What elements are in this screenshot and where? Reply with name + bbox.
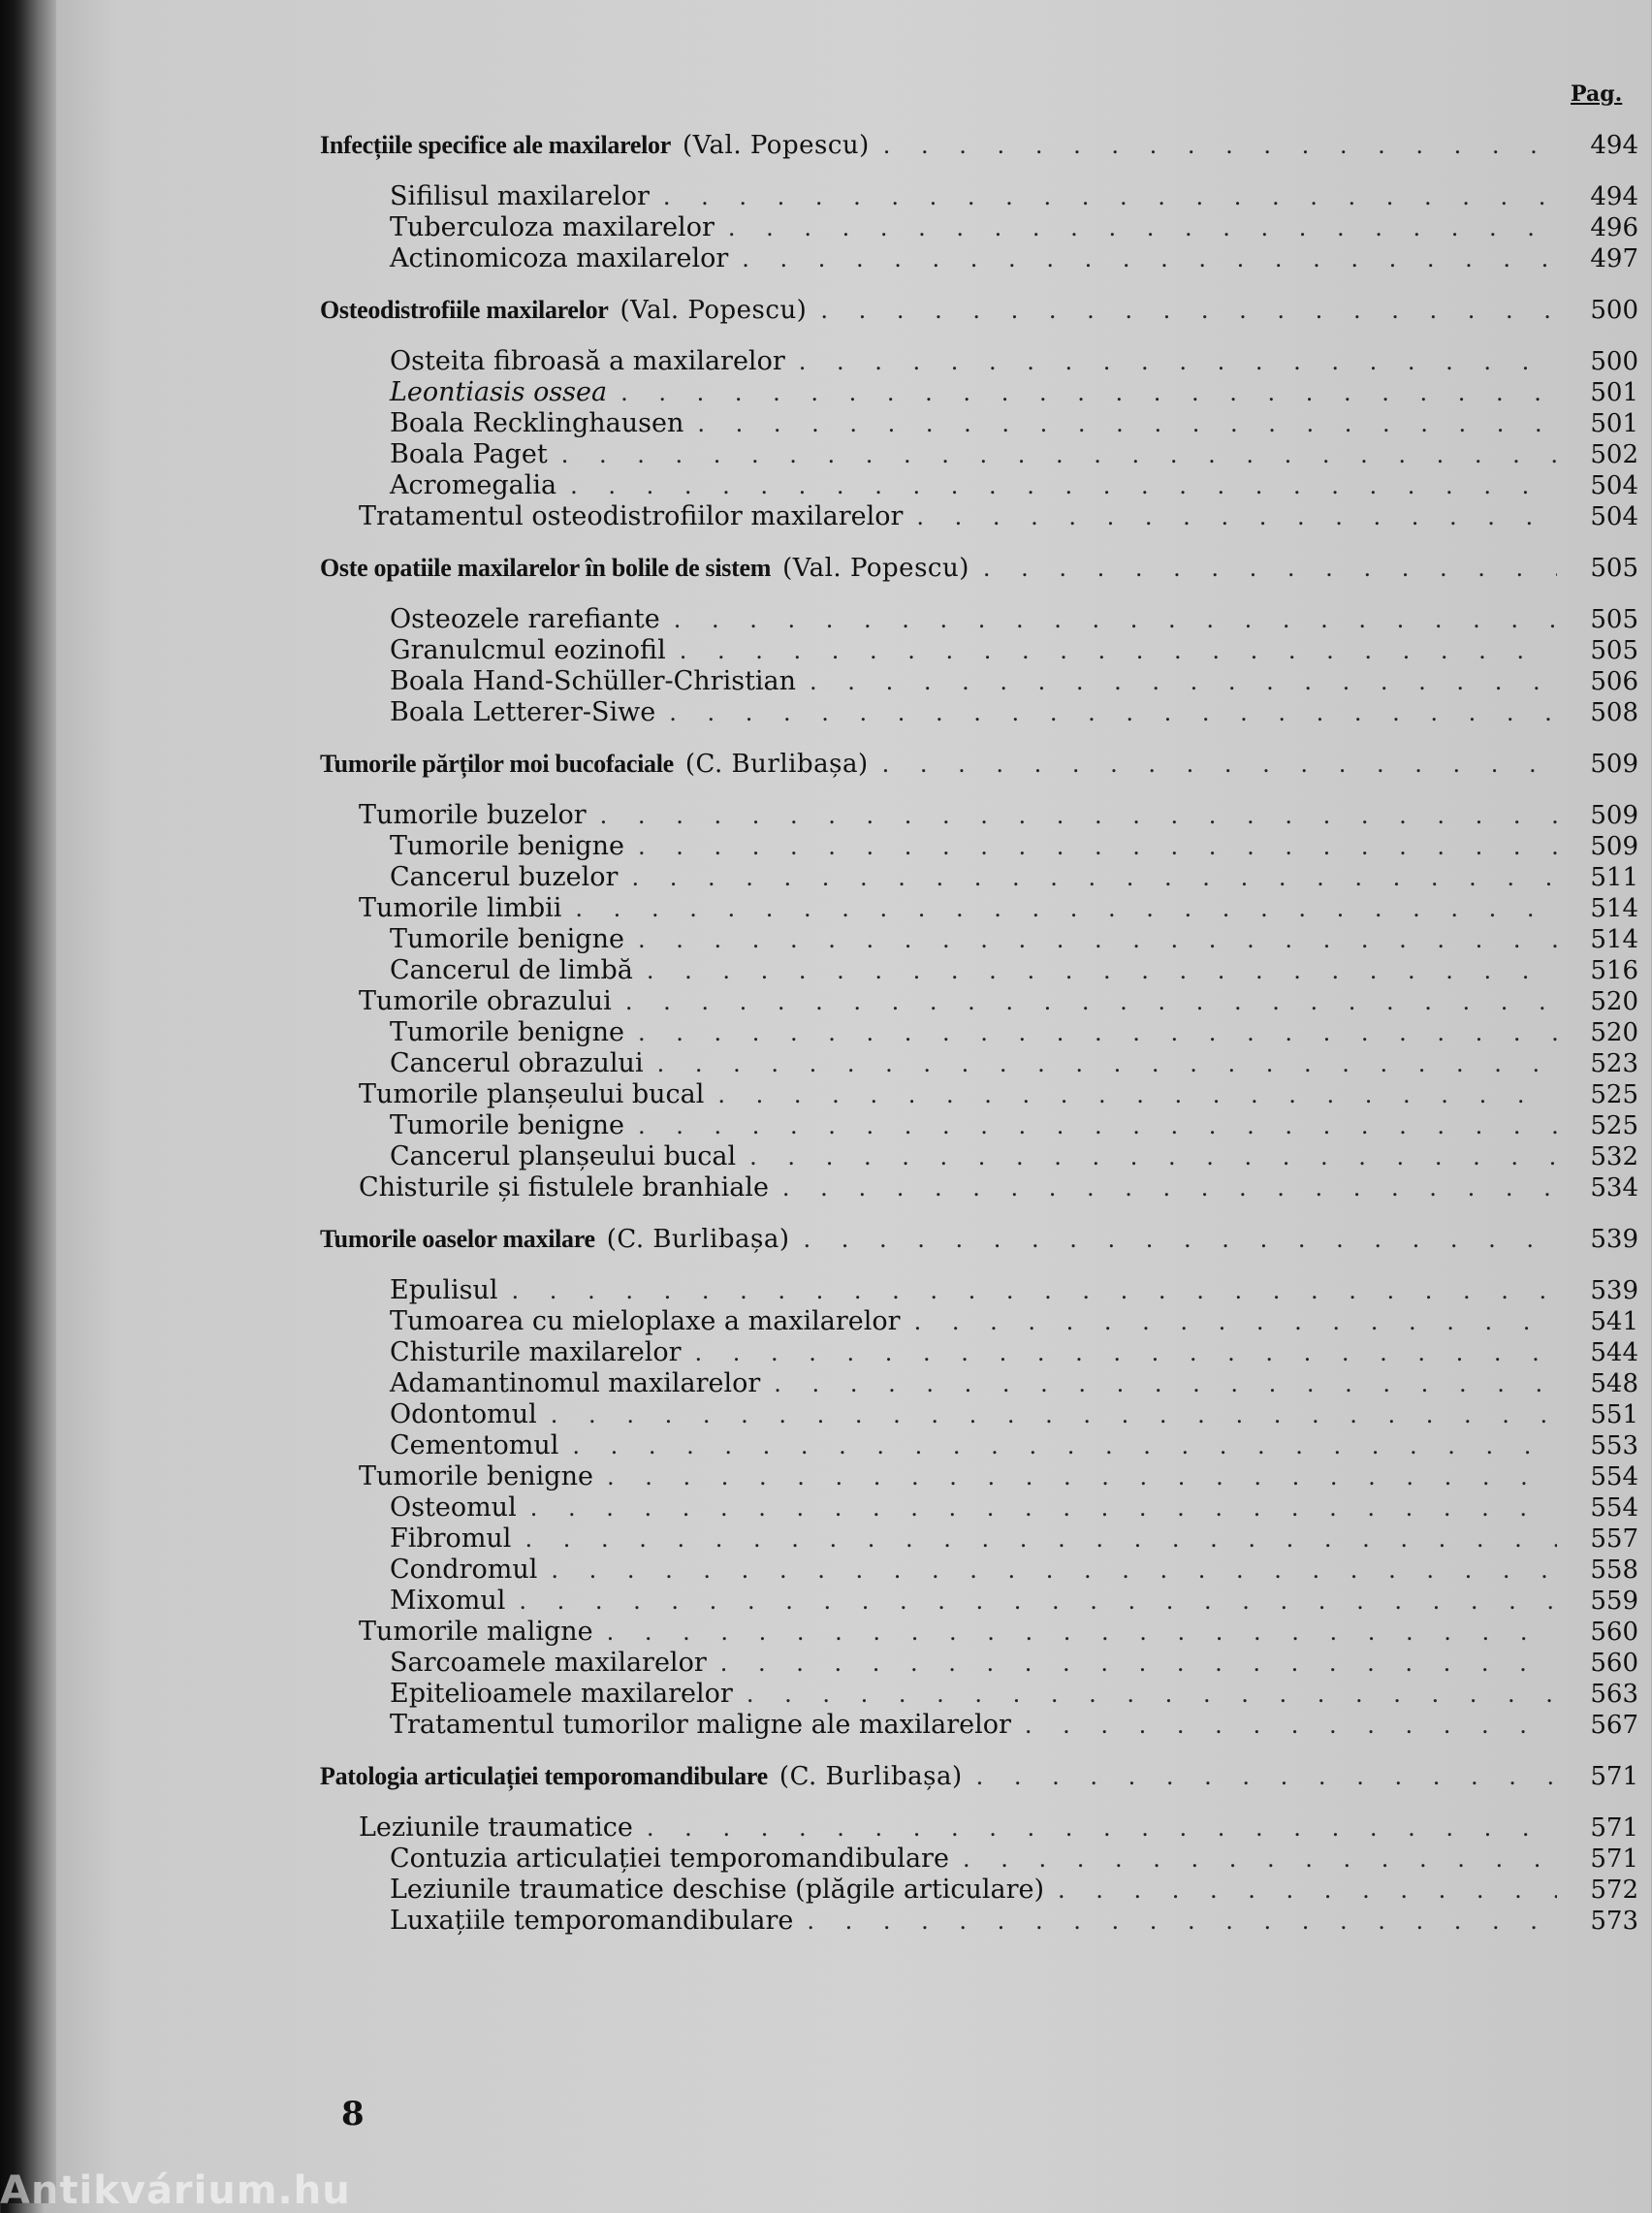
entry-page-number: 558	[1590, 1556, 1638, 1585]
entry-page-number: 553	[1590, 1431, 1638, 1460]
dot-leader	[807, 1906, 1557, 1937]
dot-leader	[914, 1306, 1557, 1337]
toc-section-heading	[320, 1762, 1638, 1791]
section-title: Patologia articulației temporomandibulare	[320, 1762, 768, 1790]
dot-leader	[728, 212, 1557, 243]
entry-label: Adamantinomul maxilarelor	[390, 1368, 761, 1398]
entry-page-number: 573	[1590, 1907, 1638, 1936]
toc-entry	[320, 1275, 1638, 1306]
entry-page-number: 559	[1590, 1587, 1638, 1616]
entry-label: Tumorile limbii	[359, 893, 562, 923]
entry-label: Leontiasis ossea	[390, 377, 608, 407]
dot-leader	[647, 1812, 1557, 1844]
toc-entry	[320, 1875, 1638, 1906]
section-page-number: 571	[1590, 1762, 1638, 1791]
section-title: Tumorile oaselor maxilare	[320, 1225, 595, 1253]
entry-label: Epulisul	[390, 1275, 498, 1305]
entry-label: Cementomul	[390, 1430, 559, 1460]
dot-leader	[570, 470, 1557, 501]
dot-leader	[782, 1172, 1557, 1203]
entry-label: Tumoarea cu mieloplaxe a maxilarelor	[390, 1306, 901, 1336]
section-author: (C. Burlibașa)	[778, 1762, 963, 1791]
dot-leader	[638, 1110, 1557, 1141]
entry-label: Mixomul	[390, 1586, 506, 1616]
toc-section	[320, 296, 1638, 532]
section-author: (Val. Popescu)	[620, 296, 808, 325]
entry-page-number: 571	[1590, 1844, 1638, 1874]
dot-leader	[695, 1337, 1558, 1368]
toc-entry	[320, 862, 1638, 893]
dot-leader	[720, 1648, 1557, 1679]
dot-leader	[625, 986, 1557, 1017]
page-column-label: Pag.	[1571, 81, 1623, 107]
toc-entry	[320, 1710, 1638, 1741]
entry-page-number: 505	[1590, 605, 1638, 634]
dot-leader	[575, 893, 1557, 924]
entry-label: Tumorile buzelor	[359, 800, 587, 830]
entry-label: Cancerul obrazului	[390, 1048, 644, 1078]
entry-label: Leziunile traumatice	[359, 1812, 633, 1843]
entry-page-number: 505	[1590, 636, 1638, 665]
toc-section-heading	[320, 750, 1638, 779]
dot-leader	[976, 1763, 1557, 1790]
toc-entry	[320, 1555, 1638, 1586]
entry-label: Cancerul buzelor	[390, 862, 619, 892]
toc-section	[320, 1225, 1638, 1741]
toc-entry	[320, 1141, 1638, 1172]
dot-leader	[1025, 1710, 1557, 1741]
entry-page-number: 523	[1590, 1049, 1638, 1078]
section-title: Tumorile părților moi bucofaciale	[320, 750, 674, 778]
toc-entry	[320, 1110, 1638, 1141]
entry-label: Osteita fibroasă a maxilarelor	[390, 346, 785, 376]
dot-leader	[551, 1555, 1557, 1586]
section-page-number: 505	[1590, 554, 1638, 583]
toc-section-heading	[320, 1225, 1638, 1254]
entry-label: Tumorile benigne	[390, 924, 624, 954]
dot-leader	[657, 1048, 1557, 1079]
toc-section	[320, 750, 1638, 1203]
entry-label: Actinomicoza maxilarelor	[390, 243, 729, 273]
entry-label: Osteozele rarefiante	[390, 604, 660, 634]
toc-entry	[320, 1172, 1638, 1203]
toc-entry	[320, 955, 1638, 986]
entry-page-number: 494	[1590, 182, 1638, 211]
dot-leader	[799, 346, 1557, 377]
entry-page-number: 511	[1590, 863, 1638, 892]
entry-page-number: 571	[1590, 1813, 1638, 1843]
toc-entry	[320, 635, 1638, 666]
toc-entry	[320, 1399, 1638, 1430]
toc-entry	[320, 243, 1638, 274]
section-title: Infecțiile specifice ale maxilarelor	[320, 131, 671, 159]
toc-entry	[320, 439, 1638, 470]
entry-page-number: 520	[1590, 987, 1638, 1016]
dot-leader	[561, 439, 1557, 470]
dot-leader	[680, 635, 1557, 666]
entry-label: Tratamentul osteodistrofiilor maxilarelor	[359, 501, 904, 531]
entry-label: Tumorile planșeului bucal	[359, 1079, 705, 1109]
toc-section	[320, 131, 1638, 274]
entry-page-number: 516	[1590, 956, 1638, 985]
toc-entry	[320, 666, 1638, 697]
toc-entry	[320, 893, 1638, 924]
dot-leader	[749, 1141, 1557, 1172]
toc-section	[320, 1762, 1638, 1937]
dot-leader	[717, 1079, 1557, 1110]
dot-leader	[820, 297, 1557, 324]
dot-leader	[620, 377, 1557, 408]
dot-leader	[697, 408, 1557, 439]
entry-page-number: 525	[1590, 1080, 1638, 1109]
entry-page-number: 544	[1590, 1338, 1638, 1367]
toc-entry	[320, 604, 1638, 635]
toc-section-heading	[320, 554, 1638, 583]
entry-page-number: 509	[1590, 832, 1638, 861]
entry-label: Osteomul	[390, 1492, 517, 1523]
toc-entry	[320, 1844, 1638, 1875]
section-page-number: 539	[1590, 1225, 1638, 1254]
section-page-number: 494	[1590, 131, 1638, 160]
entry-label: Epitelioamele maxilarelor	[390, 1679, 733, 1709]
entry-page-number: 560	[1590, 1649, 1638, 1678]
entry-label: Cancerul planșeului bucal	[390, 1141, 737, 1171]
section-author: (C. Burlibașa)	[684, 750, 869, 779]
dot-leader	[631, 862, 1557, 893]
entry-page-number: 554	[1590, 1462, 1638, 1491]
entry-label: Granulcmul eozinofil	[390, 635, 666, 665]
dot-leader	[669, 697, 1557, 728]
dot-leader	[663, 181, 1557, 212]
entry-page-number: 500	[1590, 347, 1638, 376]
section-page-number: 500	[1590, 296, 1638, 325]
dot-leader	[519, 1586, 1557, 1617]
toc-entry	[320, 986, 1638, 1017]
entry-label: Chisturile și fistulele branhiale	[359, 1172, 769, 1203]
entry-label: Boala Recklinghausen	[390, 408, 684, 438]
toc-entry	[320, 1492, 1638, 1523]
toc-entry	[320, 1648, 1638, 1679]
toc-entry	[320, 1368, 1638, 1399]
dot-leader	[647, 955, 1557, 986]
toc-entry	[320, 1461, 1638, 1492]
toc-entry	[320, 1679, 1638, 1710]
dot-leader	[916, 501, 1557, 532]
dot-leader	[600, 800, 1557, 831]
entry-label: Odontomul	[390, 1399, 537, 1429]
toc-entry	[320, 1079, 1638, 1110]
toc-entry	[320, 1048, 1638, 1079]
toc-entry	[320, 470, 1638, 501]
section-page-number: 509	[1590, 750, 1638, 779]
entry-label: Tumorile benigne	[390, 1017, 624, 1047]
dot-leader	[803, 1226, 1557, 1253]
toc-entry	[320, 831, 1638, 862]
entry-page-number: 539	[1590, 1276, 1638, 1305]
dot-leader	[524, 1523, 1557, 1555]
entry-label: Luxațiile temporomandibulare	[390, 1906, 794, 1936]
entry-label: Sarcoamele maxilarelor	[390, 1648, 707, 1678]
toc-entry	[320, 212, 1638, 243]
entry-page-number: 541	[1590, 1307, 1638, 1336]
toc-entry	[320, 800, 1638, 831]
toc-section	[320, 554, 1638, 728]
dot-leader	[572, 1430, 1557, 1461]
toc-entry	[320, 408, 1638, 439]
dot-leader	[551, 1399, 1557, 1430]
toc-entry	[320, 1430, 1638, 1461]
toc-entry	[320, 181, 1638, 212]
dot-leader	[1058, 1875, 1557, 1906]
entry-page-number: 514	[1590, 894, 1638, 923]
toc-section-heading	[320, 296, 1638, 325]
entry-page-number: 532	[1590, 1142, 1638, 1171]
dot-leader	[512, 1275, 1557, 1306]
section-author: (C. Burlibașa)	[606, 1225, 790, 1254]
entry-label: Tratamentul tumorilor maligne ale maxilarelor	[390, 1710, 1011, 1740]
entry-label: Tumorile benigne	[359, 1461, 593, 1491]
dot-leader	[883, 132, 1557, 159]
entry-label: Boala Hand-Schüller-Christian	[390, 666, 797, 696]
toc-section-heading	[320, 131, 1638, 160]
entry-label: Tumorile obrazului	[359, 986, 612, 1016]
entry-page-number: 572	[1590, 1876, 1638, 1905]
entry-label: Boala Paget	[390, 439, 548, 469]
toc-entry	[320, 1337, 1638, 1368]
entry-label: Sifilisul maxilarelor	[390, 181, 650, 211]
entry-page-number: 534	[1590, 1173, 1638, 1203]
toc-entry	[320, 1017, 1638, 1048]
toc-entry	[320, 924, 1638, 955]
dot-leader	[774, 1368, 1557, 1399]
entry-page-number: 554	[1590, 1493, 1638, 1523]
toc-entry	[320, 1586, 1638, 1617]
entry-label: Fibromul	[390, 1523, 512, 1554]
entry-label: Tuberculoza maxilarelor	[390, 212, 715, 242]
table-of-contents	[320, 131, 1638, 1958]
entry-page-number: 506	[1590, 667, 1638, 696]
entry-page-number: 497	[1590, 244, 1638, 273]
toc-entry	[320, 377, 1638, 408]
dot-leader	[882, 751, 1557, 778]
toc-entry	[320, 1812, 1638, 1844]
section-title: Oste opatiile maxilarelor în bolile de sistem	[320, 554, 772, 582]
entry-label: Tumorile maligne	[359, 1617, 593, 1647]
entry-label: Chisturile maxilarelor	[390, 1337, 682, 1367]
section-author: (Val. Popescu)	[682, 131, 870, 160]
section-title: Osteodistrofiile maxilarelor	[320, 296, 609, 324]
entry-page-number: 501	[1590, 378, 1638, 407]
entry-page-number: 551	[1590, 1400, 1638, 1429]
entry-page-number: 496	[1590, 213, 1638, 242]
entry-label: Condromul	[390, 1555, 538, 1585]
toc-entry	[320, 1306, 1638, 1337]
dot-leader	[674, 604, 1557, 635]
entry-page-number: 509	[1590, 801, 1638, 830]
toc-entry	[320, 501, 1638, 532]
entry-label: Leziunile traumatice deschise (plăgile articulare)	[390, 1875, 1044, 1905]
toc-entry	[320, 697, 1638, 728]
dot-leader	[607, 1617, 1557, 1648]
entry-label: Contuzia articulației temporomandibulare	[390, 1844, 949, 1874]
entry-page-number: 504	[1590, 471, 1638, 500]
dot-leader	[638, 924, 1557, 955]
page-number: 8	[341, 2095, 365, 2133]
toc-entry	[320, 1906, 1638, 1937]
entry-page-number: 508	[1590, 698, 1638, 727]
entry-page-number: 504	[1590, 502, 1638, 531]
dot-leader	[530, 1492, 1557, 1523]
dot-leader	[638, 1017, 1557, 1048]
book-spine-shadow	[0, 0, 56, 2203]
watermark: Antikvárium.hu	[0, 2168, 351, 2213]
entry-page-number: 514	[1590, 925, 1638, 954]
entry-page-number: 567	[1590, 1711, 1638, 1740]
entry-page-number: 502	[1590, 440, 1638, 469]
entry-page-number: 563	[1590, 1680, 1638, 1709]
entry-page-number: 557	[1590, 1524, 1638, 1554]
dot-leader	[747, 1679, 1557, 1710]
entry-page-number: 520	[1590, 1018, 1638, 1047]
dot-leader	[963, 1844, 1557, 1875]
dot-leader	[742, 243, 1557, 274]
entry-label: Boala Letterer-Siwe	[390, 697, 656, 727]
entry-label: Tumorile benigne	[390, 831, 624, 861]
toc-entry	[320, 346, 1638, 377]
entry-page-number: 560	[1590, 1618, 1638, 1647]
dot-leader	[607, 1461, 1557, 1492]
entry-page-number: 525	[1590, 1111, 1638, 1140]
entry-page-number: 548	[1590, 1369, 1638, 1398]
section-author: (Val. Popescu)	[782, 554, 969, 583]
entry-label: Acromegalia	[390, 470, 557, 500]
dot-leader	[983, 555, 1557, 582]
toc-entry	[320, 1523, 1638, 1555]
entry-label: Tumorile benigne	[390, 1110, 624, 1140]
entry-label: Cancerul de limbă	[390, 955, 633, 985]
toc-entry	[320, 1617, 1638, 1648]
entry-page-number: 501	[1590, 409, 1638, 438]
dot-leader	[638, 831, 1557, 862]
dot-leader	[810, 666, 1557, 697]
